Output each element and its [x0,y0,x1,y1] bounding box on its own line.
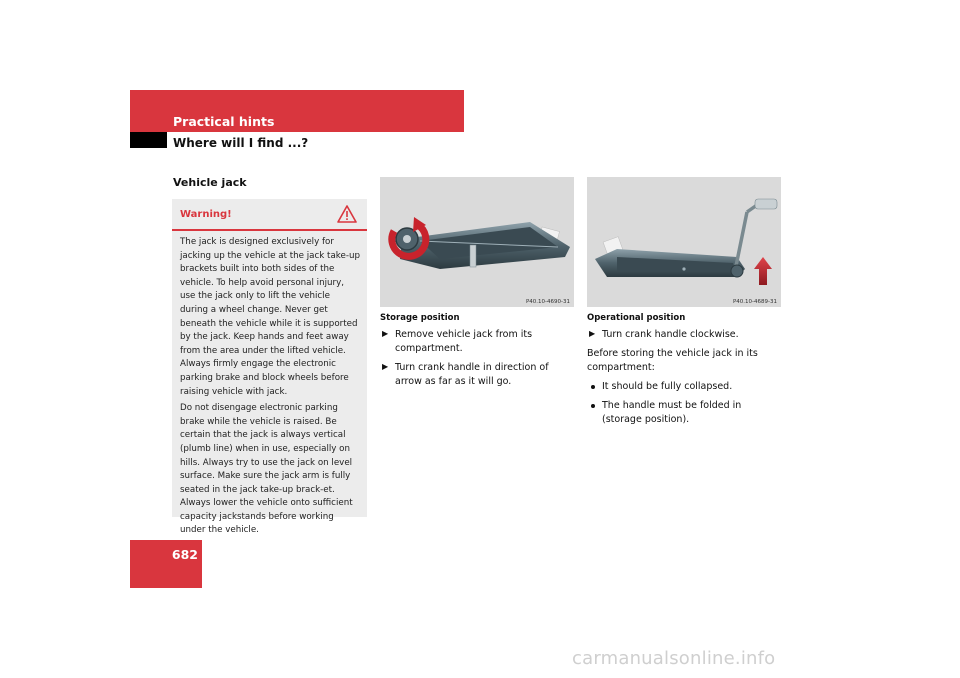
storage-caption: Storage position [380,313,460,323]
step-arrow-icon: ▶ [382,329,389,338]
figure-code: P40.10-4689-31 [732,299,777,305]
bullet-text: The handle must be folded in (storage position). [602,400,742,425]
instruction-step [380,328,576,356]
warning-paragraph: The jack is designed exclusively for jacking up the vehicle at the jack take-up brackets built into both sides of the vehicle. To help avoid personal injury, use the jack only to lift the vehicle during a wheel change. Never get beneath the vehicle while it is supported by the jack. Keep hands and feet away from the area under the lifted vehicle. Always firmly engage the electronic parking brake and block wheels before raising vehicle with jack. [180,237,361,397]
bullet-dot-icon [591,385,595,389]
operational-position-figure [587,177,781,307]
jack-storage-illustration [380,177,574,307]
step-text: Remove vehicle jack from its compartment. [395,329,533,354]
header-black-tab [130,132,167,148]
warning-title: Warning! [180,209,232,220]
step-arrow-icon: ▶ [589,329,596,338]
warning-paragraph: Do not disengage electronic parking brake while the vehicle is raised. Be certain that the jack is always vertical (plumb line) when in use, especially on hills. Always try to use the jack on level surface. Make sure the jack arm is fully seated in the jack take-up brack-et. Always lower the vehicle onto sufficient capacity jackstands before working under the vehicle. [180,403,353,536]
warning-header [172,199,367,231]
storage-intro-text: Before storing the vehicle jack in its compartment: [587,348,758,373]
step-text: Turn crank handle clockwise. [602,329,739,340]
storage-position-figure [380,177,574,307]
instruction-step [380,361,576,389]
figure-code: P40.10-4690-31 [525,299,570,305]
instruction-step [587,328,783,342]
topic-heading: Vehicle jack [173,176,247,189]
subsection-title: Where will I find ...? [173,136,309,150]
bullet-dot-icon [591,404,595,408]
warning-triangle-icon [337,204,357,224]
warning-body [172,231,367,538]
bullet-item [587,380,783,394]
bullet-text: It should be fully collapsed. [602,381,733,392]
jack-operational-illustration [587,177,781,307]
watermark: carmanualsonline.info [572,648,776,669]
bullet-item [587,399,783,427]
operational-instructions [587,328,783,432]
storage-instructions [380,328,576,394]
step-text: Turn crank handle in direction of arrow as far as it will go. [395,362,549,387]
section-title: Practical hints [173,114,275,129]
page-number: 682 [171,547,198,562]
operational-caption: Operational position [587,313,686,323]
page-number-tab [130,540,202,588]
step-arrow-icon: ▶ [382,362,389,371]
warning-box [172,199,367,536]
